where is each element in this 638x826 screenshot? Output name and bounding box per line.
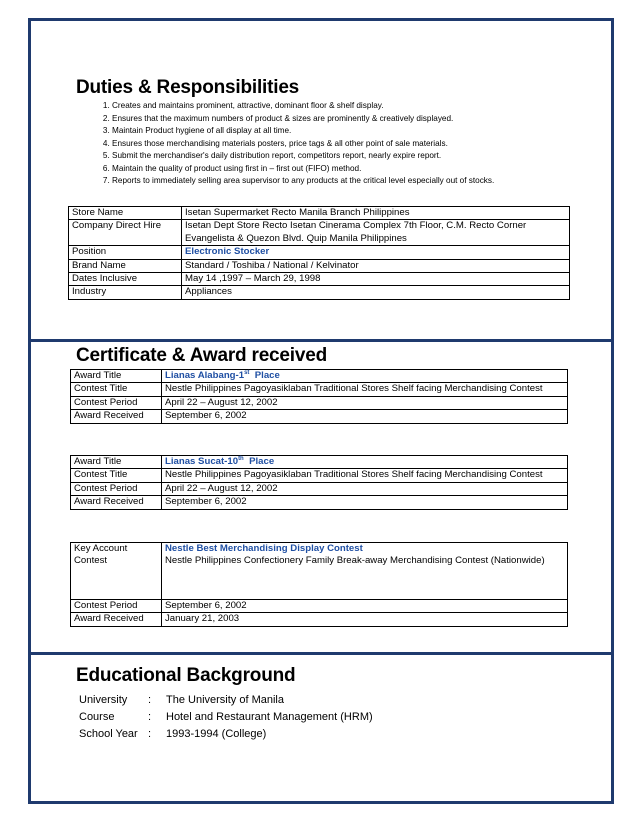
employment-value: Standard / Toshiba / National / Kelvinator [182, 259, 570, 272]
table-row [71, 543, 568, 600]
award-contest: Nestle Philippines Pagoyasiklaban Traditional Stores Shelf facing Merchandising Contest [162, 469, 568, 482]
table-row [69, 259, 570, 272]
duty-item: 3. Maintain Product hygiene of all display at all time. [112, 125, 612, 138]
table-row [69, 220, 570, 246]
award-title-suffix: st [244, 369, 250, 376]
section-divider-2 [28, 652, 614, 655]
employment-label: Position [69, 246, 182, 259]
employment-value: Electronic Stocker [182, 246, 570, 259]
education-value: The University of Manila [166, 694, 284, 706]
award-title-place: Place [254, 370, 280, 381]
award-label-line: Contest [74, 555, 108, 567]
award-description: Nestle Philippines Confectionery Family Break-away Merchandising Contest (Nationwide) [165, 555, 545, 567]
award-contest: Nestle Philippines Pagoyasiklaban Traditional Stores Shelf facing Merchandising Contest [162, 383, 568, 396]
award-label: Contest Title [71, 383, 162, 396]
certificates-heading: Certificate & Award received [76, 345, 328, 366]
section-divider-1 [28, 339, 614, 342]
education-colon: : [148, 694, 152, 706]
award-period: April 22 – August 12, 2002 [162, 482, 568, 495]
table-row [71, 600, 568, 613]
employment-value: Appliances [182, 286, 570, 299]
award-label: Contest Period [71, 482, 162, 495]
employment-value: Isetan Supermarket Recto Manila Branch Philippines [182, 207, 570, 220]
award-label: Award Received [71, 613, 162, 626]
award-label: Contest Title [71, 469, 162, 482]
award-label: Award Title [71, 370, 162, 383]
award-period: September 6, 2002 [162, 600, 568, 613]
employment-value: Isetan Dept Store Recto Isetan Cinerama Complex 7th Floor, C.M. Recto Corner Evangelista & Quezon Blvd. Quip Manila Philippines [182, 220, 570, 246]
employment-label: Brand Name [69, 259, 182, 272]
table-row [69, 207, 570, 220]
award-received: September 6, 2002 [162, 410, 568, 423]
award-title: Nestle Best Merchandising Display Contest [165, 543, 363, 554]
education-row [79, 726, 373, 743]
award-table-1 [70, 369, 568, 424]
table-row [71, 613, 568, 626]
table-row [71, 370, 568, 383]
duty-item: 4. Ensures those merchandising materials posters, price tags & all other point of sale materials. [112, 138, 612, 151]
award-received: September 6, 2002 [162, 496, 568, 509]
duty-item: 2. Ensures that the maximum numbers of product & sizes are prominently & creatively displayed. [112, 113, 612, 126]
education-colon: : [148, 711, 152, 723]
award-label-line: Key Account [74, 543, 128, 554]
employment-label: Industry [69, 286, 182, 299]
award-title [162, 456, 568, 469]
award-received: January 21, 2003 [162, 613, 568, 626]
table-row [69, 273, 570, 286]
employment-label: Company Direct Hire [69, 220, 182, 246]
duty-item: 6. Maintain the quality of product using first in – first out (FIFO) method. [112, 163, 612, 176]
table-row [71, 482, 568, 495]
award-label: Award Received [71, 410, 162, 423]
duty-item: 5. Submit the merchandiser's daily distribution report, competitors report, nearly expire report. [112, 150, 612, 163]
education-colon: : [148, 728, 152, 740]
table-row [71, 383, 568, 396]
award-label: Contest Period [71, 600, 162, 613]
award-label: Award Received [71, 496, 162, 509]
education-label: School Year [79, 728, 138, 740]
award-period: April 22 – August 12, 2002 [162, 396, 568, 409]
table-row [71, 396, 568, 409]
education-list [79, 692, 373, 743]
duties-list [92, 100, 612, 188]
table-row [71, 456, 568, 469]
employment-label: Dates Inclusive [69, 273, 182, 286]
education-row [79, 692, 373, 709]
education-value: Hotel and Restaurant Management (HRM) [166, 711, 373, 723]
education-row [79, 709, 373, 726]
education-value: 1993-1994 (College) [166, 728, 267, 740]
award-title-text: Lianas Sucat-10 [165, 456, 239, 467]
education-label: Course [79, 711, 115, 723]
table-row [71, 469, 568, 482]
table-row [69, 286, 570, 299]
award-title-place: Place [249, 456, 275, 467]
employment-label: Store Name [69, 207, 182, 220]
duties-heading: Duties & Responsibilities [76, 77, 300, 98]
education-label: University [79, 694, 128, 706]
duty-item: 1. Creates and maintains prominent, attractive, dominant floor & shelf display. [112, 100, 612, 113]
award-details [162, 543, 568, 600]
employment-table [68, 206, 570, 300]
award-table-2 [70, 455, 568, 510]
employment-value: May 14 ,1997 – March 29, 1998 [182, 273, 570, 286]
award-label: Award Title [71, 456, 162, 469]
table-row [69, 246, 570, 259]
award-title [162, 370, 568, 383]
education-heading: Educational Background [76, 665, 296, 686]
award-label: Contest Period [71, 396, 162, 409]
award-title-text: Lianas Alabang-1 [165, 370, 245, 381]
duty-item: 7. Reports to immediately selling area supervisor to any products at the critical level especially out of stocks. [112, 175, 612, 188]
table-row [71, 410, 568, 423]
award-label [71, 543, 162, 600]
award-table-3 [70, 542, 568, 627]
award-title-suffix: th [238, 455, 244, 462]
table-row [71, 496, 568, 509]
